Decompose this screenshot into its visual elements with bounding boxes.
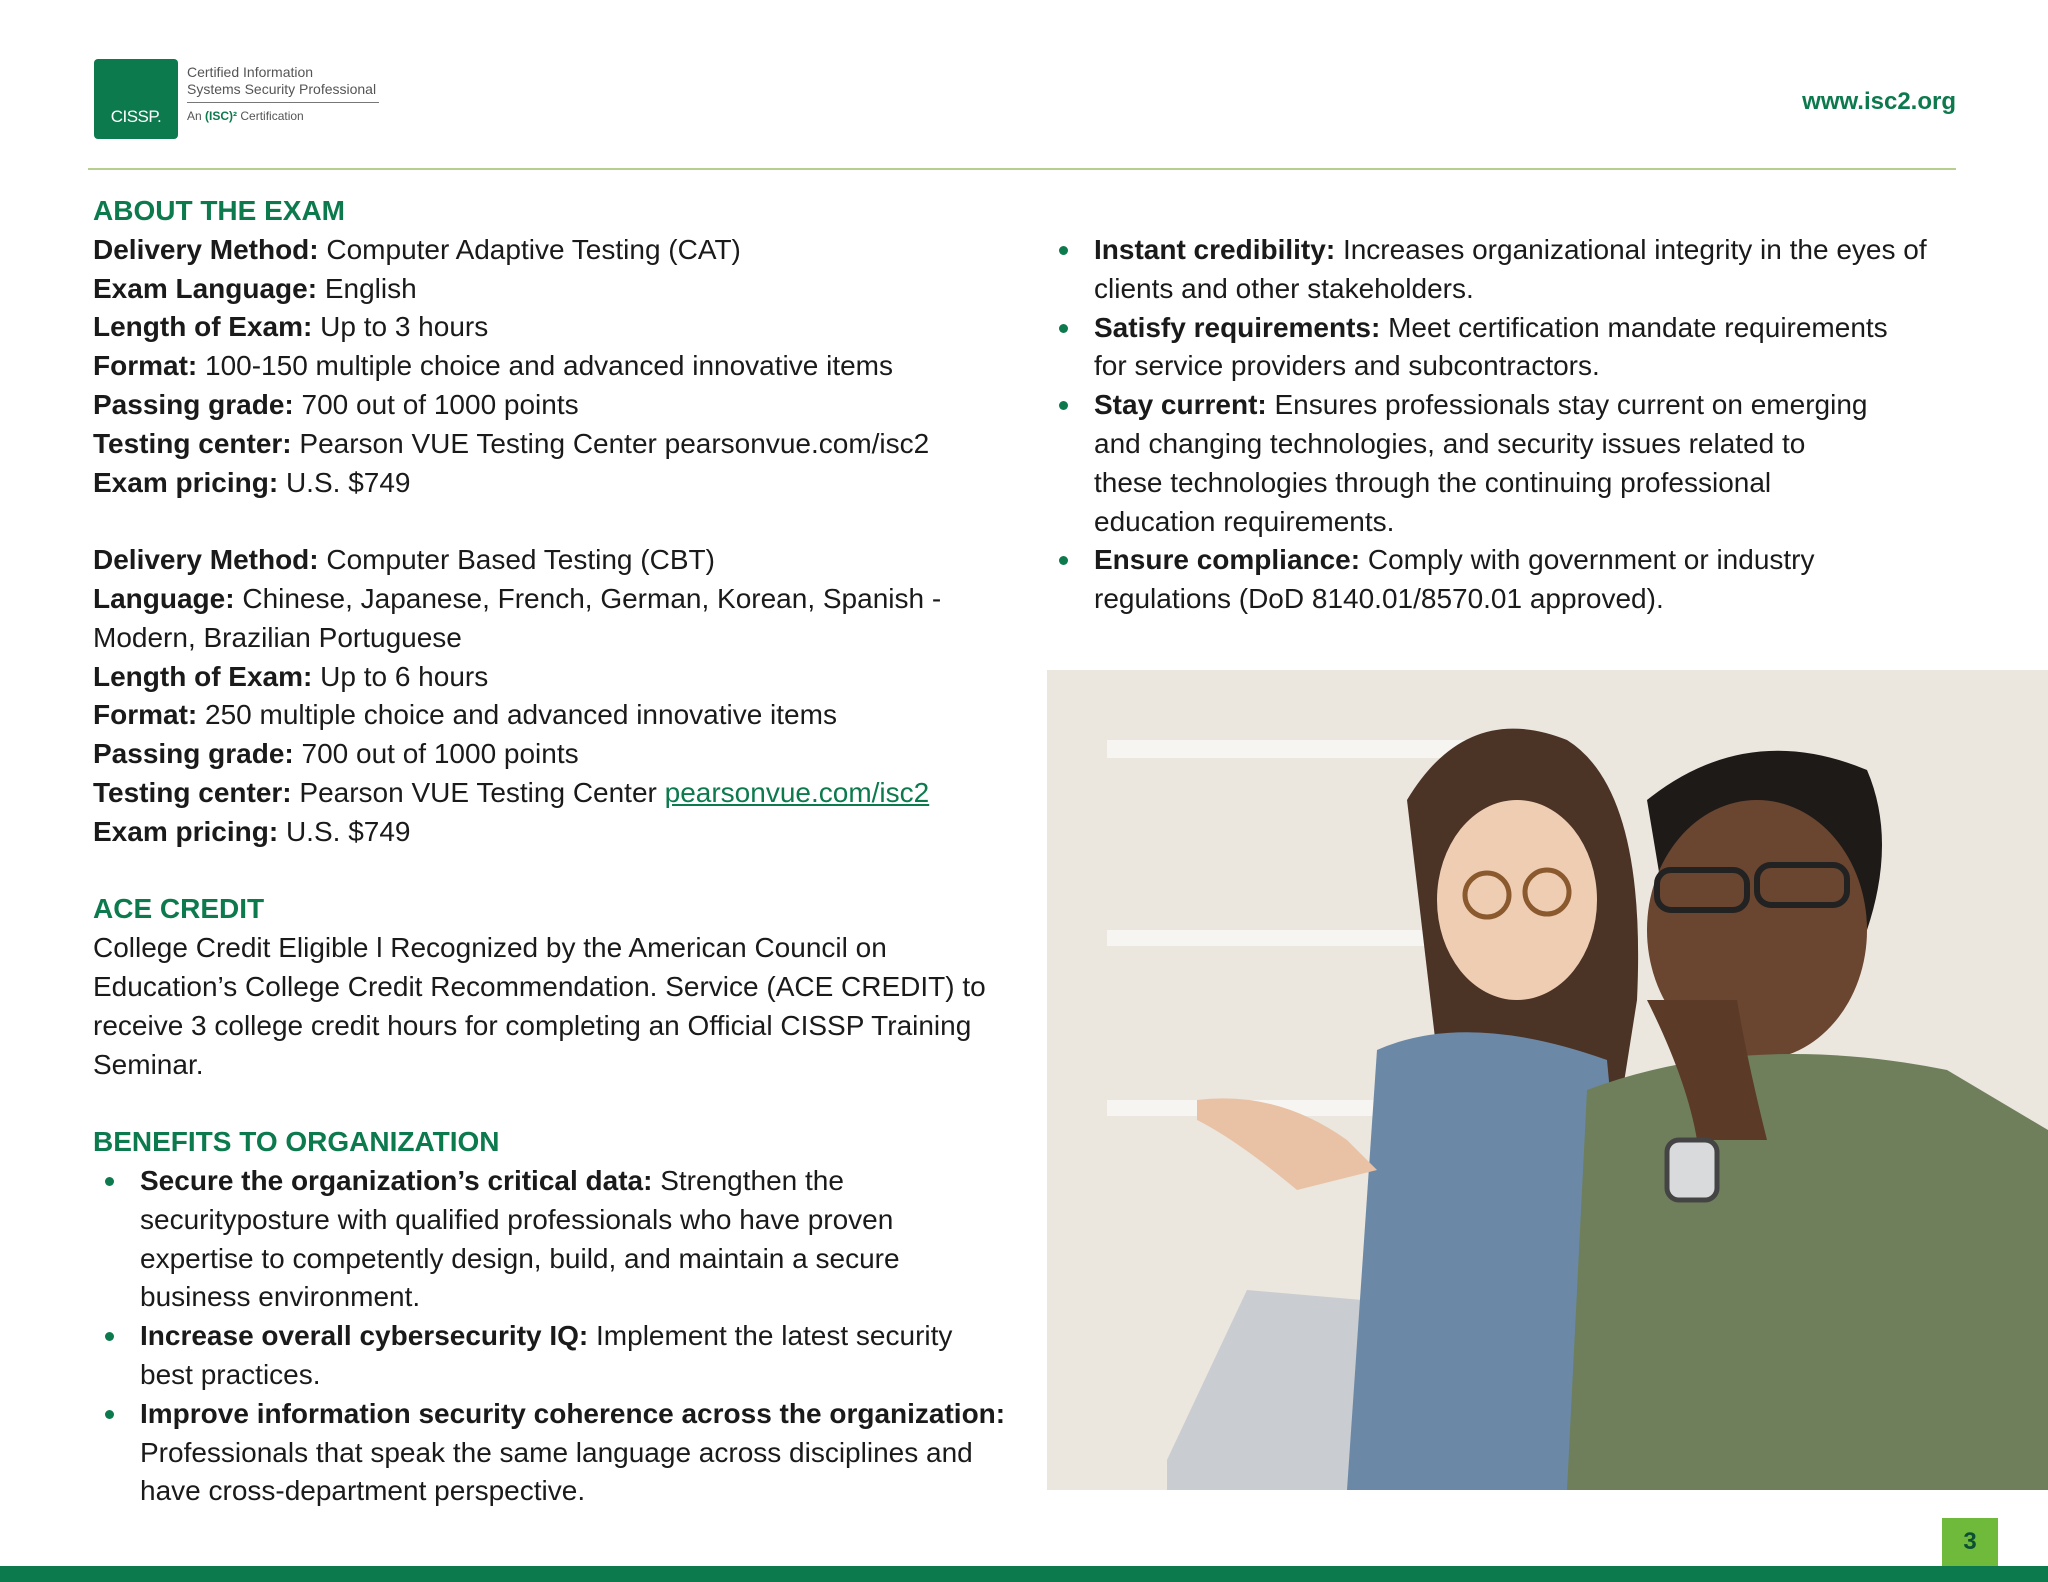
- benefit-item: Secure the organization’s critical data: Strengthen the securityposture with qualified professionals who have proven expertise to competently design, build, and maintain a secure business environment.: [93, 1162, 1013, 1317]
- ace-text-line: Seminar.: [93, 1048, 204, 1080]
- benefit-item: Satisfy requirements: Meet certification mandate requirements for service providers and subcontractors.: [1055, 309, 1955, 387]
- ace-text-line: Education’s College Credit Recommendation. Service (ACE CREDIT) to: [93, 970, 986, 1002]
- logo-text: [187, 64, 387, 123]
- right-column: [1055, 231, 1955, 619]
- benefits-list: [93, 1162, 1013, 1511]
- cat-center: Testing center: Pearson VUE Testing Center pearsonvue.com/isc2: [93, 427, 930, 459]
- cbt-passing: Passing grade: 700 out of 1000 points: [93, 738, 579, 770]
- right-benefits-list: [1055, 231, 1955, 619]
- benefit-item: Ensure compliance: Comply with government or industry regulations (DoD 8140.01/8570.01 approved).: [1055, 541, 1955, 619]
- benefit-item: Increase overall cybersecurity IQ: Implement the latest security best practices.: [93, 1317, 1013, 1395]
- cbt-length: Length of Exam: Up to 6 hours: [93, 660, 489, 692]
- header-divider: [88, 168, 1956, 170]
- ace-text-line: receive 3 college credit hours for completing an Official CISSP Training: [93, 1009, 972, 1041]
- page-number: 3: [1942, 1518, 1998, 1566]
- ace-text-line: College Credit Eligible l Recognized by the American Council on: [93, 932, 887, 964]
- logo-line-2: Systems Security Professional: [187, 81, 377, 97]
- ace-credit-heading: ACE CREDIT: [93, 893, 265, 925]
- cat-delivery: Delivery Method: Computer Adaptive Testing (CAT): [93, 233, 741, 265]
- cbt-format: Format: 250 multiple choice and advanced innovative items: [93, 699, 837, 731]
- cbt-language-cont: Modern, Brazilian Portuguese: [93, 621, 462, 653]
- footer-bar: [0, 1566, 2048, 1582]
- left-column: [93, 192, 1013, 1511]
- cat-passing: Passing grade: 700 out of 1000 points: [93, 388, 579, 420]
- team-photo: [1047, 670, 2048, 1490]
- cat-language: Exam Language: English: [93, 272, 417, 304]
- logo-line-1: Certified Information: [187, 64, 314, 80]
- cbt-language: Language: Chinese, Japanese, French, German, Korean, Spanish -: [93, 582, 942, 614]
- cissp-logo: [94, 59, 178, 139]
- cat-format: Format: 100-150 multiple choice and advanced innovative items: [93, 350, 893, 382]
- benefits-heading: BENEFITS TO ORGANIZATION: [93, 1126, 500, 1158]
- pearson-link[interactable]: pearsonvue.com/isc2: [664, 776, 930, 808]
- cat-pricing: Exam pricing: U.S. $749: [93, 466, 411, 498]
- benefit-item: Improve information security coherence across the organization: Professionals that speak the same language across disciplines and have cross-department perspective.: [93, 1395, 1013, 1511]
- page-header: [0, 0, 2048, 170]
- cbt-pricing: Exam pricing: U.S. $749: [93, 815, 411, 847]
- about-exam-heading: ABOUT THE EXAM: [93, 195, 345, 226]
- benefit-item: Stay current: Ensures professionals stay current on emerging and changing technologies, and security issues related to these technologies through the continuing professional education requirements.: [1055, 386, 1955, 541]
- cat-length: Length of Exam: Up to 3 hours: [93, 311, 489, 343]
- logo-divider: [187, 102, 379, 103]
- cbt-center: Testing center: Pearson VUE Testing Center pearsonvue.com/isc2: [93, 776, 930, 808]
- logo-mark: CISSP.: [110, 107, 162, 126]
- logo-line-3: An (ISC)² Certification: [187, 109, 304, 123]
- benefit-item: Instant credibility: Increases organizational integrity in the eyes of clients and other stakeholders.: [1055, 231, 1955, 309]
- team-photo-illustration: [1047, 670, 2048, 1490]
- cbt-delivery: Delivery Method: Computer Based Testing (CBT): [93, 544, 715, 576]
- site-url-link[interactable]: www.isc2.org: [1802, 88, 1956, 115]
